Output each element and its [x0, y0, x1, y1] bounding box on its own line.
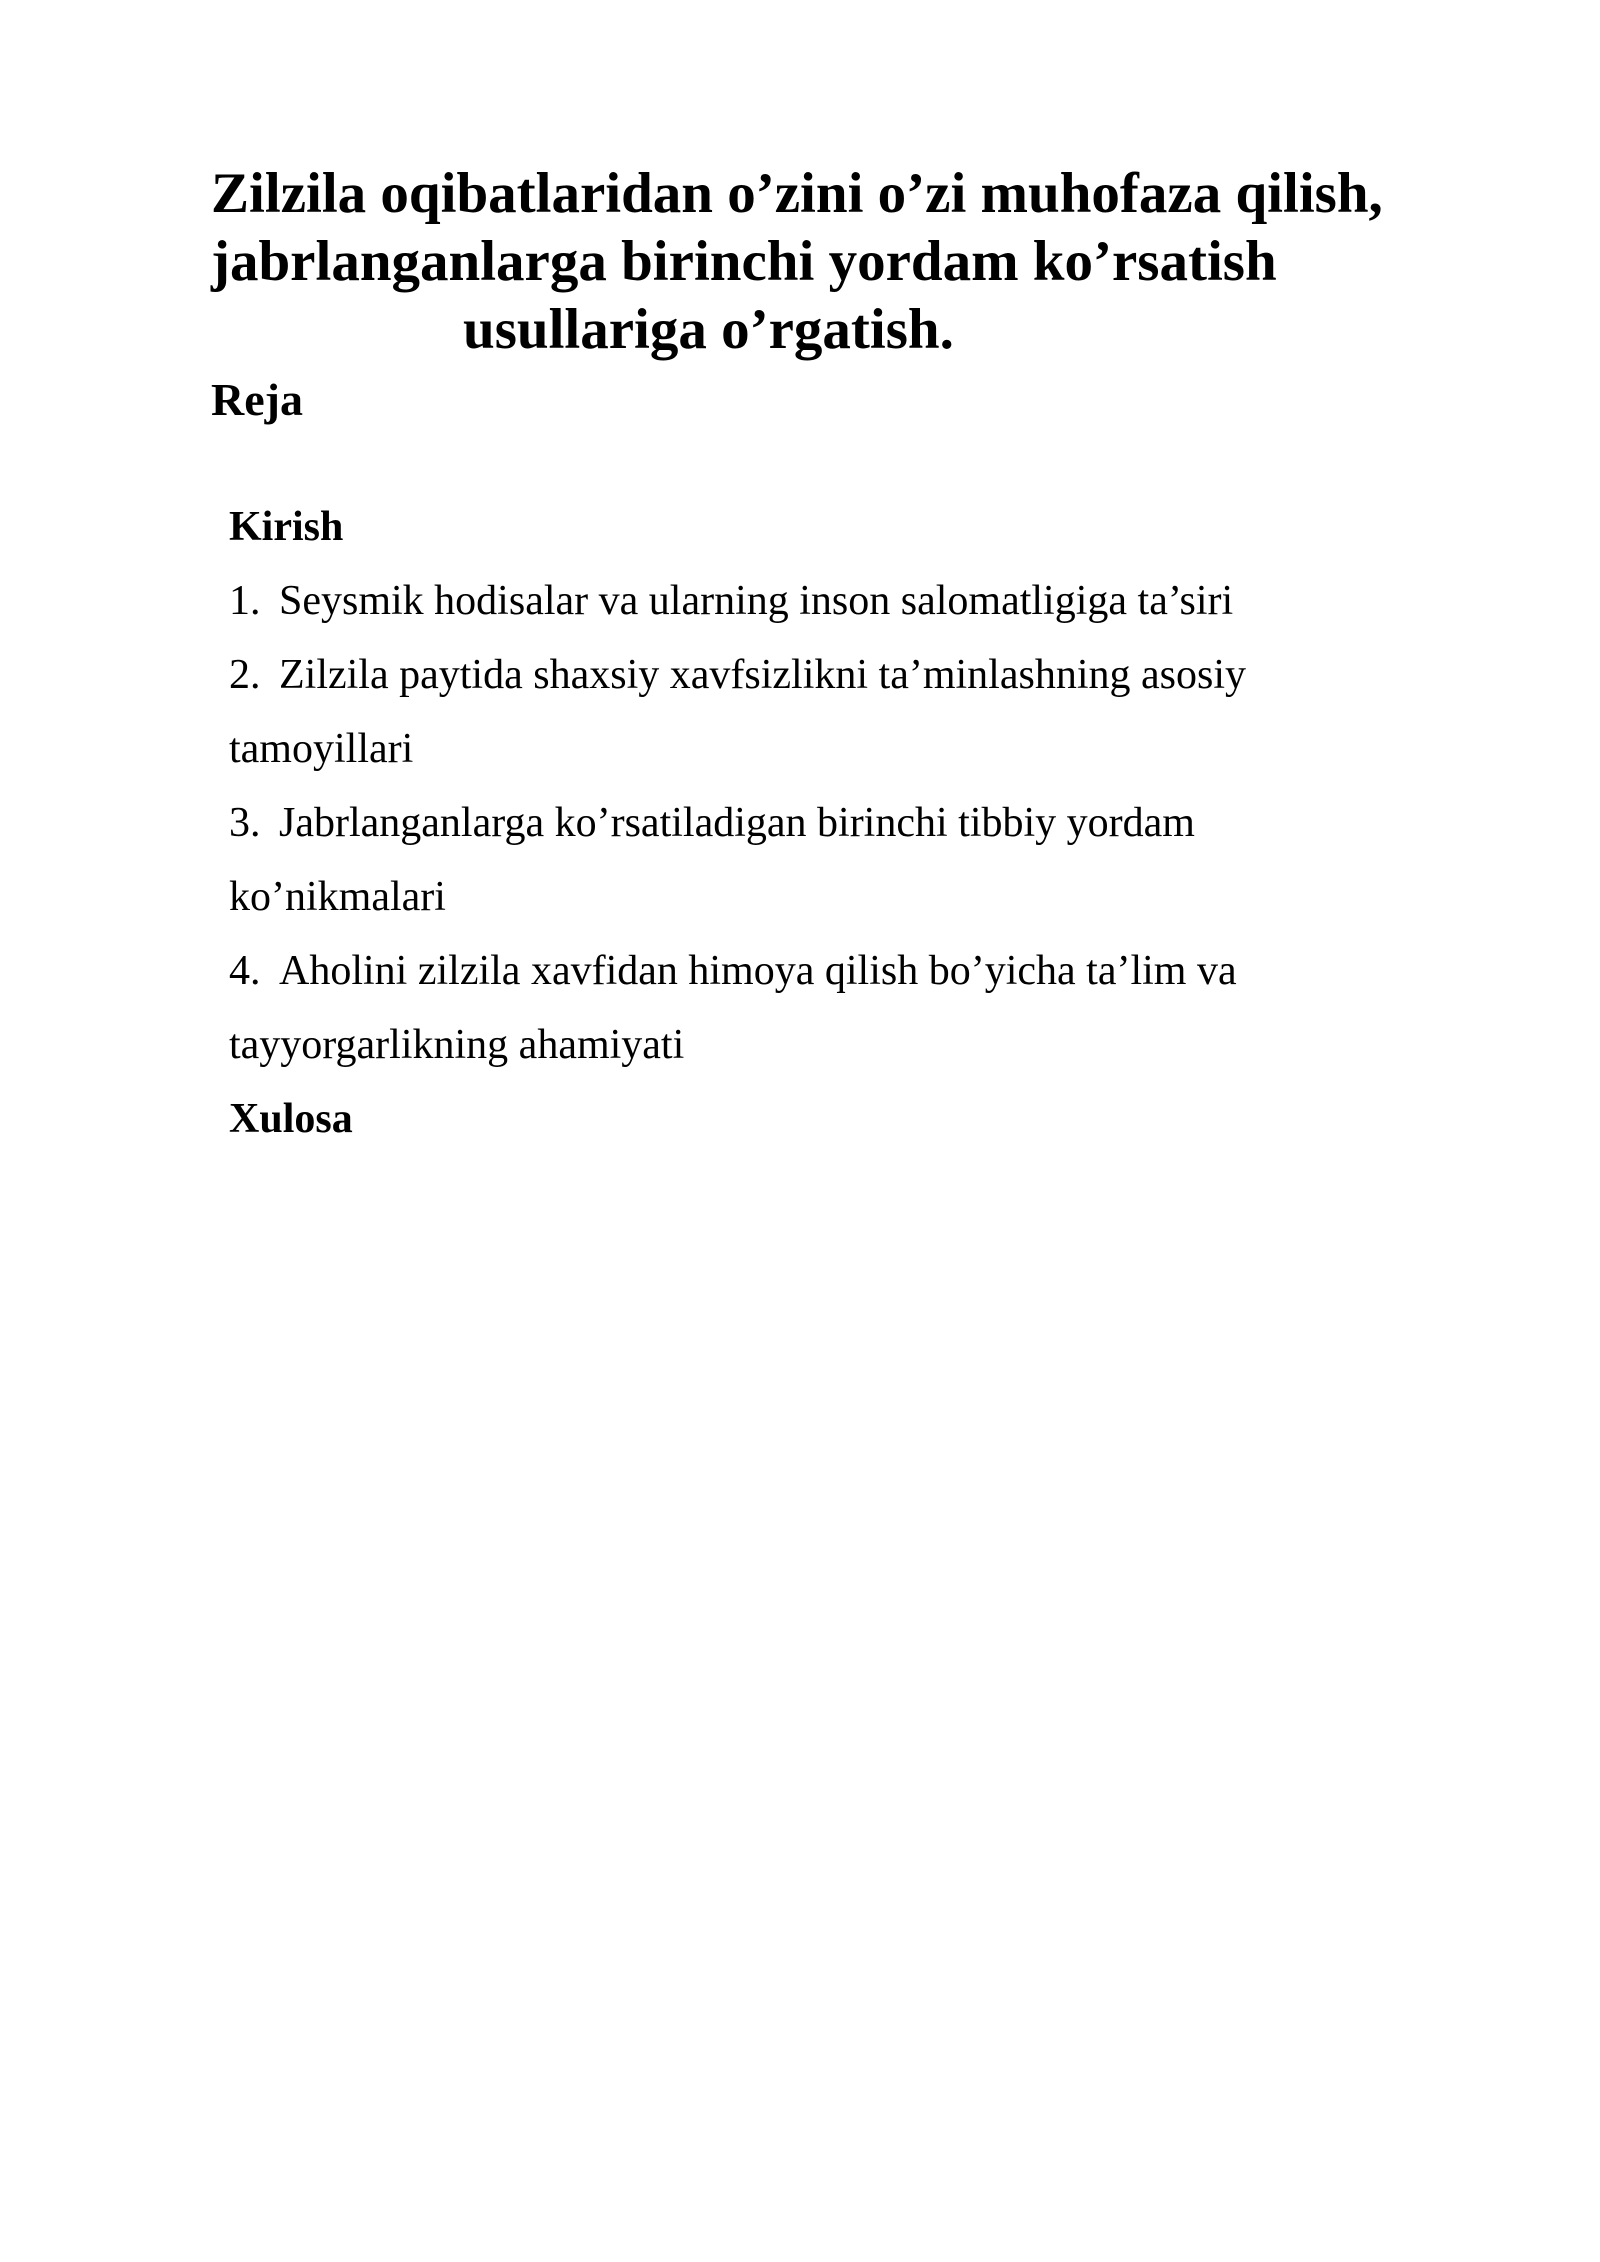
plan-item-2 [229, 638, 1369, 786]
plan-item-1 [229, 564, 1369, 638]
plan-item-number: 3. [229, 800, 261, 846]
plan-outline [229, 490, 1409, 1156]
plan-item-3 [229, 786, 1369, 934]
plan-label: Reja [211, 374, 303, 425]
plan-item-text: Seysmik hodisalar va ularning inson salomatligiga ta’siri [279, 578, 1234, 624]
plan-item-4 [229, 934, 1369, 1082]
plan-item-number: 2. [229, 652, 261, 698]
plan-item-text: Aholini zilzila xavfidan himoya qilish bo’yicha ta’lim va tayyorgarlikning ahamiyati [229, 948, 1237, 1068]
title-line-2: jabrlanganlarga birinchi yordam ko’rsatish [211, 230, 1277, 293]
plan-item-number: 1. [229, 578, 261, 624]
title-line-3: usullariga o’rgatish. [463, 298, 954, 361]
plan-item-number: 4. [229, 948, 261, 994]
document-title [211, 160, 1383, 364]
conclusion-heading: Xulosa [229, 1096, 353, 1142]
plan-item-text: Jabrlanganlarga ko’rsatiladigan birinchi tibbiy yordam ko’nikmalari [229, 800, 1195, 920]
intro-heading: Kirish [229, 504, 344, 550]
plan-item-text: Zilzila paytida shaxsiy xavfsizlikni ta’minlashning asosiy tamoyillari [229, 652, 1246, 772]
title-line-1: Zilzila oqibatlaridan o’zini o’zi muhofaza qilish, [211, 162, 1383, 225]
